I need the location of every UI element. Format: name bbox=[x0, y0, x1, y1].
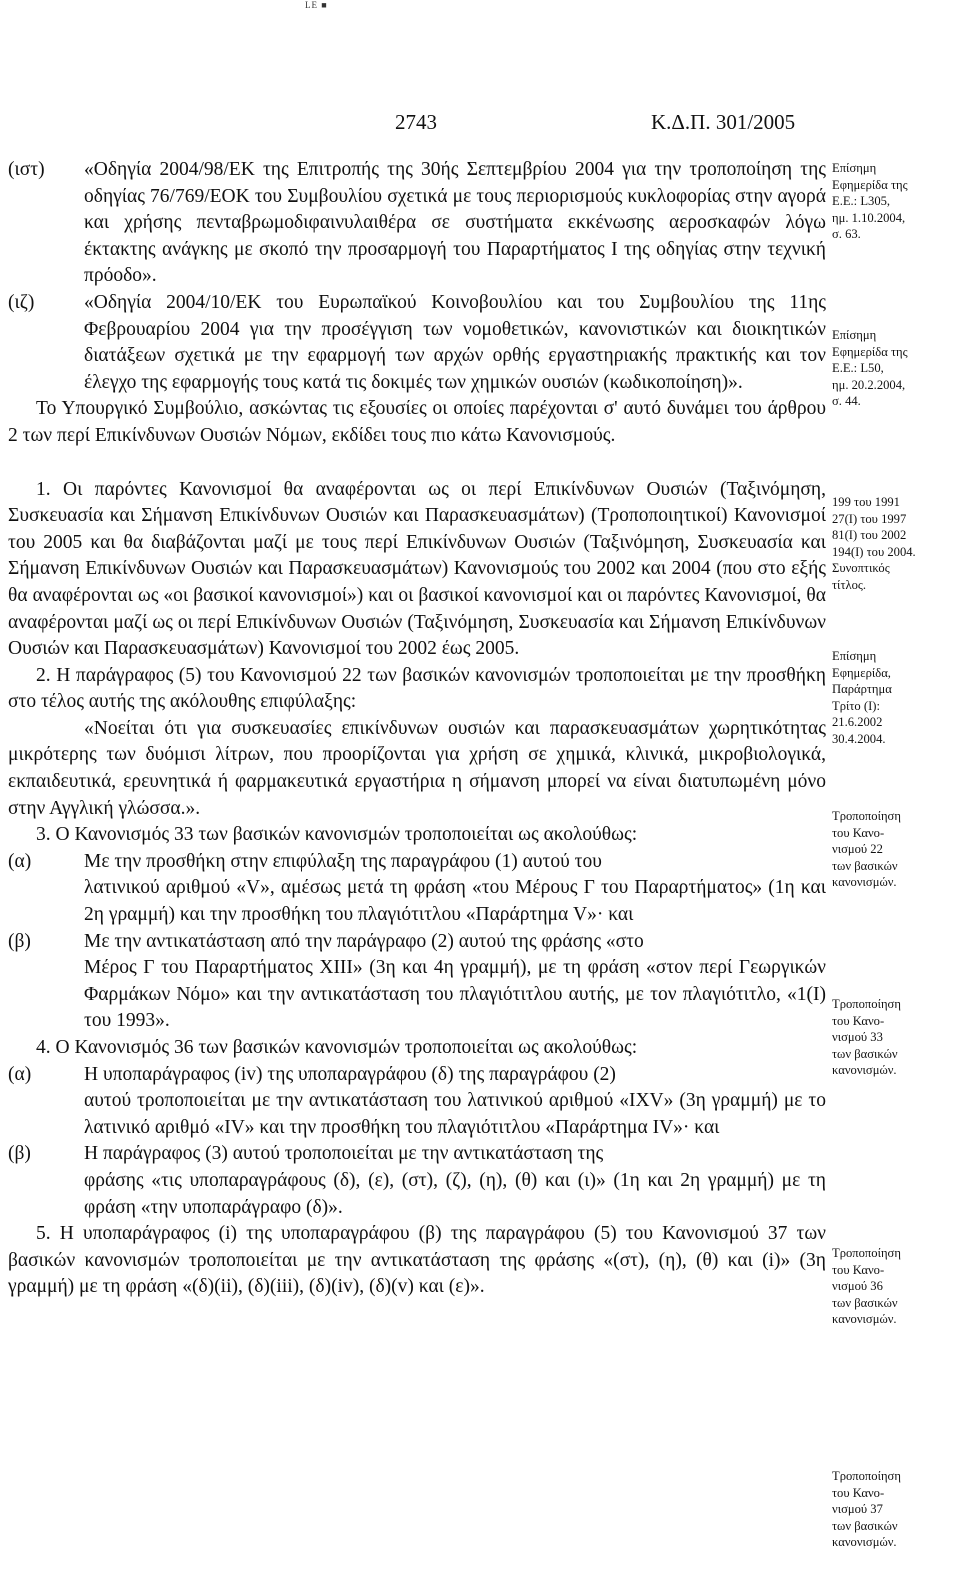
margin-note-line: του Κανο- bbox=[832, 1485, 885, 1500]
margin-note-line: Συνοπτικός bbox=[832, 561, 890, 576]
item-label: (α) bbox=[8, 1063, 32, 1085]
margin-note-oj-l305 bbox=[832, 160, 960, 243]
regulation-4-b bbox=[8, 1141, 826, 1168]
margin-note-line: Επίσημη bbox=[832, 649, 877, 663]
item-label: (α) bbox=[8, 850, 32, 872]
margin-note-line: 27(I) του 1997 bbox=[832, 511, 907, 526]
margin-note-line: Ε.Ε.: L305, bbox=[832, 194, 891, 209]
item-ist bbox=[8, 157, 826, 290]
margin-note-line: του Κανο- bbox=[832, 825, 885, 840]
margin-note-amend-36 bbox=[832, 1245, 960, 1328]
main-text bbox=[8, 157, 826, 1301]
margin-note-amend-22 bbox=[832, 808, 960, 891]
margin-note-line: κανονισμών. bbox=[832, 1535, 897, 1550]
margin-note-line: των βασικών bbox=[832, 858, 898, 873]
item-text: «Οδηγία 2004/10/ΕΚ του Ευρωπαϊκού Κοινοβουλίου και του Συμβουλίου της 11ης Φεβρουαρίου 2004 για την προσέγγιση των νομοθετικών, κανονιστικών και διοικητικών διατάξεων σχετικά με την εφαρμογή των αρχών ορθής εργαστηριακής πρακτικής και τον έλεγχο της εφαρμογής τους κατά τις δοκιμές των χημικών ουσιών (κωδικοποίηση)». bbox=[84, 291, 826, 393]
item-iz bbox=[8, 290, 826, 396]
margin-note-line: σ. 44. bbox=[832, 394, 861, 409]
margin-note-line: νισμού 36 bbox=[832, 1279, 883, 1294]
margin-note-line: κανονισμών. bbox=[832, 1312, 897, 1327]
margin-note-line: Παράρτημα bbox=[832, 682, 892, 697]
margin-note-line: 30.4.2004. bbox=[832, 731, 886, 746]
item-text-first: Η υποπαράγραφος (iv) της υποπαραγράφου (δ) της παραγράφου (2) bbox=[84, 1063, 616, 1085]
regulation-4-a bbox=[8, 1062, 826, 1089]
margin-note-line: κανονισμών. bbox=[832, 1063, 897, 1078]
margin-note-line: σ. 63. bbox=[832, 227, 861, 242]
margin-note-line: του Κανο- bbox=[832, 1262, 885, 1277]
margin-note-line: Επίσημη bbox=[832, 328, 877, 342]
regulation-1: 1. Οι παρόντες Κανονισμοί θα αναφέρονται ως οι περί Επικίνδυνων Ουσιών (Ταξινόμηση, Συσκευασία και Σήμανση Επικίνδυνων Ουσιών και Παρασκευασμάτων) (Τροποποιητικοί) Κανονισμοί του 2005 και θα διαβάζονται μαζί με τους περί Επικίνδυνων Ουσιών (Ταξινόμηση, Συσκευασία και Σήμανση Επικίνδυνων Ουσιών και Παρασκευασμάτων) Κανονισμούς του 2002 και 2004 (που στο εξής θα αναφέρονται ως «οι βασικοί κανονισμοί») και οι βασικοί κανονισμοί και οι παρόντες Κανονισμοί, θα αναφέρονται μαζί ως οι περί Επικίνδυνων Ουσιών (Ταξινόμηση, Συσκευασία και Σήμανση Επικίνδυνων Ουσιών και Παρασκευασμάτων) Κανονισμοί του 2002 έως 2005. bbox=[8, 478, 826, 660]
regulation-4-b-cont: φράσης «τις υποπαραγράφους (δ), (ε), (στ), (ζ), (η), (θ) και (ι)» (1η και 2η γραμμή) με τη φράση «την υποπαράγραφο (δ)». bbox=[84, 1169, 826, 1218]
regulation-3: 3. Ο Κανονισμός 33 των βασικών κανονισμών τροποποιείται ως ακολούθως: bbox=[36, 824, 638, 846]
regulation-2: 2. Η παράγραφος (5) του Κανονισμού 22 των βασικών κανονισμών τροποποιείται με την προσθήκη στο τέλος αυτής της ακόλουθης επιφύλαξης: bbox=[8, 664, 826, 713]
margin-note-line: ημ. 20.2.2004, bbox=[832, 377, 906, 392]
preamble: Το Υπουργικό Συμβούλιο, ασκώντας τις εξουσίες οι οποίες παρέχονται σ' αυτό δυνάμει του άρθρου 2 των περί Επικίνδυνων Ουσιών Νόμων, εκδίδει τους πιο κάτω Κανονισμούς. bbox=[8, 398, 826, 446]
margin-note-line: 199 του 1991 bbox=[832, 495, 900, 509]
margin-note-oj-l50 bbox=[832, 327, 960, 410]
item-label: (ιζ) bbox=[8, 291, 35, 313]
margin-note-line: Εφημερίδα της bbox=[832, 344, 908, 359]
margin-note-line: νισμού 22 bbox=[832, 842, 883, 857]
item-text-first: Με την αντικατάσταση από την παράγραφο (2) αυτού της φράσης «στο bbox=[84, 930, 644, 952]
item-text: «Οδηγία 2004/98/ΕΚ της Επιτροπής της 30ής Σεπτεμβρίου 2004 για την τροποποίηση της οδηγίας 76/769/ΕΟΚ του Συμβουλίου σχετικά με τους περιορισμούς κυκλοφορίας στην αγορά και χρήσης πενταβρωμοδιφαινυλαιθέρα σε συστήματα εκκένωσης αεροσκαφών λόγω έκτακτης ανάγκης με σκοπό την προσαρμογή του Παραρτήματος Ι της οδηγίας στην τεχνική πρόοδο». bbox=[84, 159, 826, 287]
margin-note-official-gazette bbox=[832, 648, 960, 748]
page-number: 2743 bbox=[395, 110, 437, 134]
margin-note-line: νισμού 37 bbox=[832, 1502, 883, 1517]
gazette-reference: Κ.Δ.Π. 301/2005 bbox=[651, 110, 796, 134]
margin-note-line: κανονισμών. bbox=[832, 875, 897, 890]
regulation-5: 5. Η υποπαράγραφος (i) της υποπαραγράφου (β) της παραγράφου (5) του Κανονισμού 37 των βασικών κανονισμών τροποποιείται με την αντικατάσταση της φράσης «(στ), (η), (θ) και (i)» (3η γραμμή) με τη φράση «(δ)(ii), (δ)(iii), (δ)(iv), (δ)(v) και (ε)». bbox=[8, 1223, 826, 1298]
margin-note-line: Εφημερίδα της bbox=[832, 177, 908, 192]
margin-note-line: 194(I) του 2004. bbox=[832, 544, 916, 559]
regulation-3-a-cont: λατινικού αριθμού «V», αμέσως μετά τη φράση «του Μέρους Γ του Παραρτήματος» (1η και 2η γραμμή) και την προσθήκη του πλαγιότιτλου «Παράρτημα V»· και bbox=[84, 877, 826, 926]
margin-note-line: του Κανο- bbox=[832, 1013, 885, 1028]
margin-note-amend-33 bbox=[832, 996, 960, 1079]
margin-note-line: 21.6.2002 bbox=[832, 715, 883, 730]
margin-note-line: Τρίτο (I): bbox=[832, 698, 880, 713]
margin-note-line: Τροποποίηση bbox=[832, 809, 901, 823]
item-label: (β) bbox=[8, 1143, 31, 1165]
top-scan-mark: LE ■ bbox=[305, 0, 328, 10]
item-label: (β) bbox=[8, 930, 31, 952]
margin-note-amend-37 bbox=[832, 1468, 960, 1551]
regulation-3-b-cont: Μέρος Γ του Παραρτήματος XIII» (3η και 4η γραμμή), με τη φράση «στον περί Γεωργικών Φαρμάκων Νόμο» και την αντικατάσταση του πλαγιότιτλου αυτής, με τον πλαγιότιτλο, «1(I) του 1993». bbox=[84, 957, 826, 1032]
margin-note-line: Εφημερίδα, bbox=[832, 665, 891, 680]
regulation-4: 4. Ο Κανονισμός 36 των βασικών κανονισμών τροποποιείται ως ακολούθως: bbox=[36, 1037, 638, 1058]
item-label: (ιστ) bbox=[8, 159, 45, 180]
item-text-first: Με την προσθήκη στην επιφύλαξη της παραγράφου (1) αυτού του bbox=[84, 850, 602, 872]
margin-note-line: Τροποποίηση bbox=[832, 1246, 901, 1260]
margin-note-line: νισμού 33 bbox=[832, 1030, 883, 1045]
margin-note-short-title bbox=[832, 494, 960, 594]
item-text-first: Η παράγραφος (3) αυτού τροποποιείται με την αντικατάσταση της bbox=[84, 1143, 604, 1165]
margin-note-line: Ε.Ε.: L50, bbox=[832, 361, 884, 376]
margin-note-line: Τροποποίηση bbox=[832, 1469, 901, 1483]
regulation-3-a bbox=[8, 849, 826, 876]
margin-note-line: Επίσημη bbox=[832, 161, 877, 175]
margin-note-line: των βασικών bbox=[832, 1046, 898, 1061]
margin-note-line: των βασικών bbox=[832, 1518, 898, 1533]
margin-note-line: ημ. 1.10.2004, bbox=[832, 210, 906, 225]
regulation-2-proviso: «Νοείται ότι για συσκευασίες επικίνδυνων ουσιών και παρασκευασμάτων χωρητικότητας μικρότερης των δυόμισι λίτρων, που προορίζονται για χρήση σε χημικά, κλινικά, μικροβιολογικά, εκπαιδευτικά, ερευνητικά ή φαρμακευτικά εργαστήρια η σήμανση μπορεί να είναι διατυπωμένη μόνο στην Αγγλική γλώσσα.». bbox=[8, 717, 826, 819]
margin-note-line: τίτλος. bbox=[832, 577, 867, 592]
margin-note-line: 81(I) του 2002 bbox=[832, 528, 907, 543]
margin-note-line: των βασικών bbox=[832, 1295, 898, 1310]
margin-note-line: Τροποποίηση bbox=[832, 997, 901, 1011]
regulation-4-a-cont: αυτού τροποποιείται με την αντικατάσταση του λατινικού αριθμού «IXV» (3η γραμμή) με το λατινικό αριθμό «IV» και την προσθήκη του πλαγιότιτλου «Παράρτημα IV»· και bbox=[84, 1090, 826, 1138]
regulation-3-b bbox=[8, 929, 826, 956]
